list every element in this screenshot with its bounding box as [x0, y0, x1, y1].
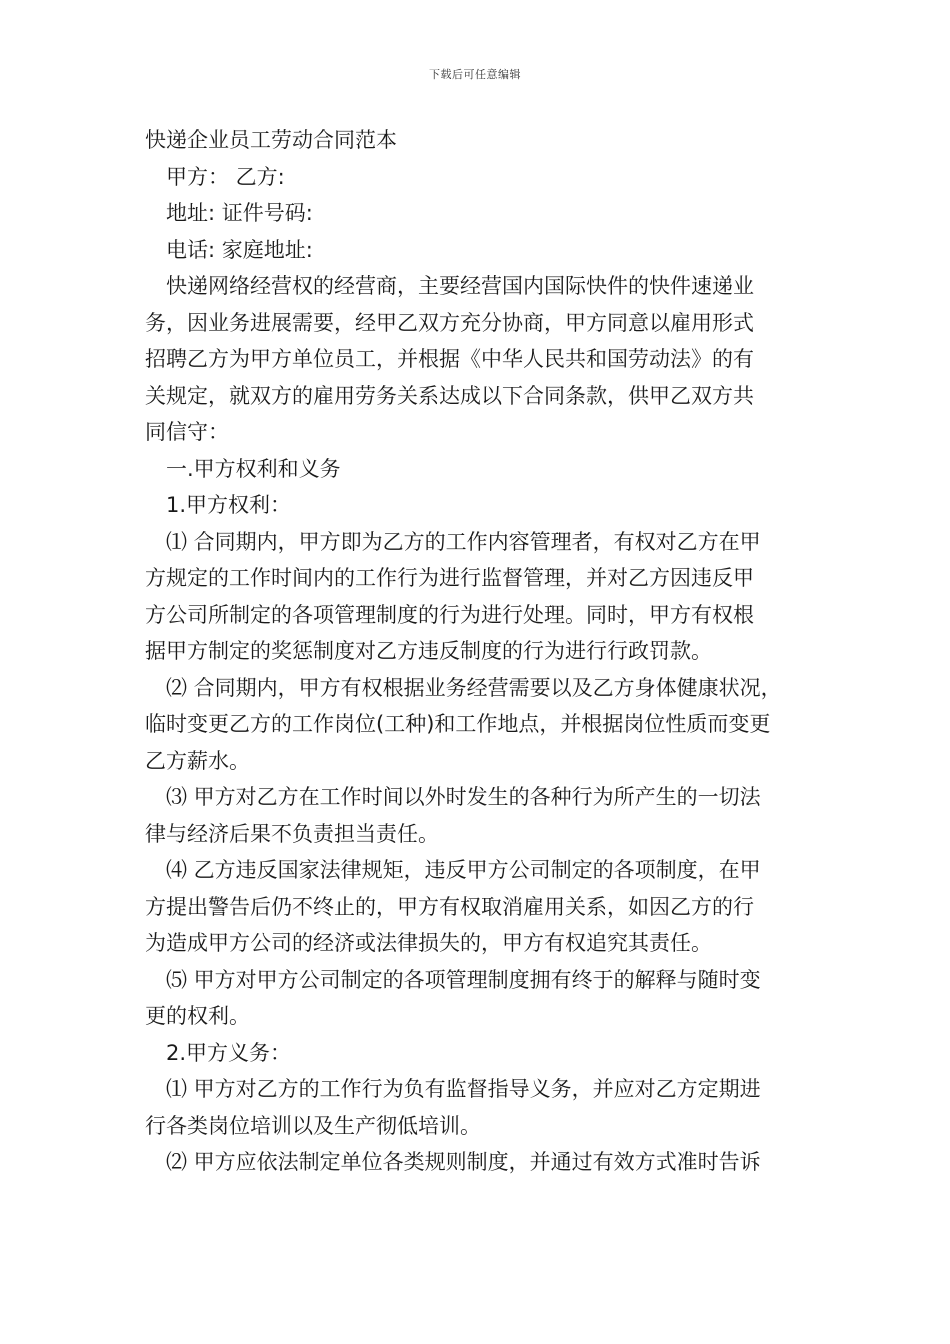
- intro-line: 关规定，就双方的雇用劳务关系达成以下合同条款，供甲乙双方共: [145, 383, 754, 408]
- clause-line: ⑴ 甲方对乙方的工作行为负有监督指导义务，并应对乙方定期进: [166, 1077, 761, 1101]
- clause-line: 临时变更乙方的工作岗位(工种)和工作地点，并根据岗位性质而变更: [145, 712, 771, 736]
- clause-line: ⑴ 合同期内，甲方即为乙方的工作内容管理者，有权对乙方在甲: [166, 529, 761, 554]
- clause-line: 据甲方制定的奖惩制度对乙方违反制度的行为进行行政罚款。: [145, 639, 712, 663]
- subsection-heading: 2.甲方义务：: [166, 1040, 292, 1065]
- subsection-heading: 1.甲方权利：: [166, 493, 292, 517]
- clause-line: ⑶ 甲方对乙方在工作时间以外时发生的各种行为所产生的一切法: [166, 785, 761, 809]
- clause-line: ⑷ 乙方违反国家法律规矩，违反甲方公司制定的各项制度，在甲: [166, 858, 761, 882]
- clause-line: 更的权利。: [145, 1004, 250, 1028]
- intro-line: 快递网络经营权的经营商，主要经营国内国际快件的快件速递业: [166, 274, 754, 298]
- intro-line: 招聘乙方为甲方单位员工，并根据《中华人民共和国劳动法》的有: [145, 347, 754, 371]
- page-header: 下载后可任意编辑: [429, 68, 521, 81]
- clause-line: 为造成甲方公司的经济或法律损失的，甲方有权追究其责任。: [145, 931, 712, 955]
- address-line: 地址: 证件号码:: [166, 201, 313, 225]
- party-line: 甲方： 乙方:: [166, 164, 285, 189]
- document-body: [145, 122, 810, 1181]
- phone-line: 电话: 家庭地址:: [166, 237, 313, 262]
- document-title: 快递企业员工劳动合同范本: [145, 128, 397, 152]
- clause-line: 律与经济后果不负责担当责任。: [145, 821, 439, 846]
- section-heading: 一.甲方权利和义务: [166, 456, 341, 481]
- clause-line: ⑵ 合同期内，甲方有权根据业务经营需要以及乙方身体健康状况，: [166, 675, 782, 700]
- intro-line: 同信守：: [145, 420, 229, 444]
- clause-line: ⑸ 甲方对甲方公司制定的各项管理制度拥有终于的解释与随时变: [166, 967, 761, 992]
- clause-line: ⑵ 甲方应依法制定单位各类规则制度，并通过有效方式准时告诉: [166, 1150, 761, 1174]
- clause-line: 方公司所制定的各项管理制度的行为进行处理。同时，甲方有权根: [145, 602, 754, 627]
- intro-line: 务，因业务进展需要，经甲乙双方充分协商，甲方同意以雇用形式: [145, 310, 754, 335]
- clause-line: 乙方薪水。: [145, 748, 250, 773]
- clause-line: 方提出警告后仍不终止的，甲方有权取消雇用关系，如因乙方的行: [145, 894, 754, 919]
- clause-line: 行各类岗位培训以及生产彻低培训。: [145, 1113, 481, 1138]
- clause-line: 方规定的工作时间内的工作行为进行监督管理，并对乙方因违反甲: [145, 566, 754, 590]
